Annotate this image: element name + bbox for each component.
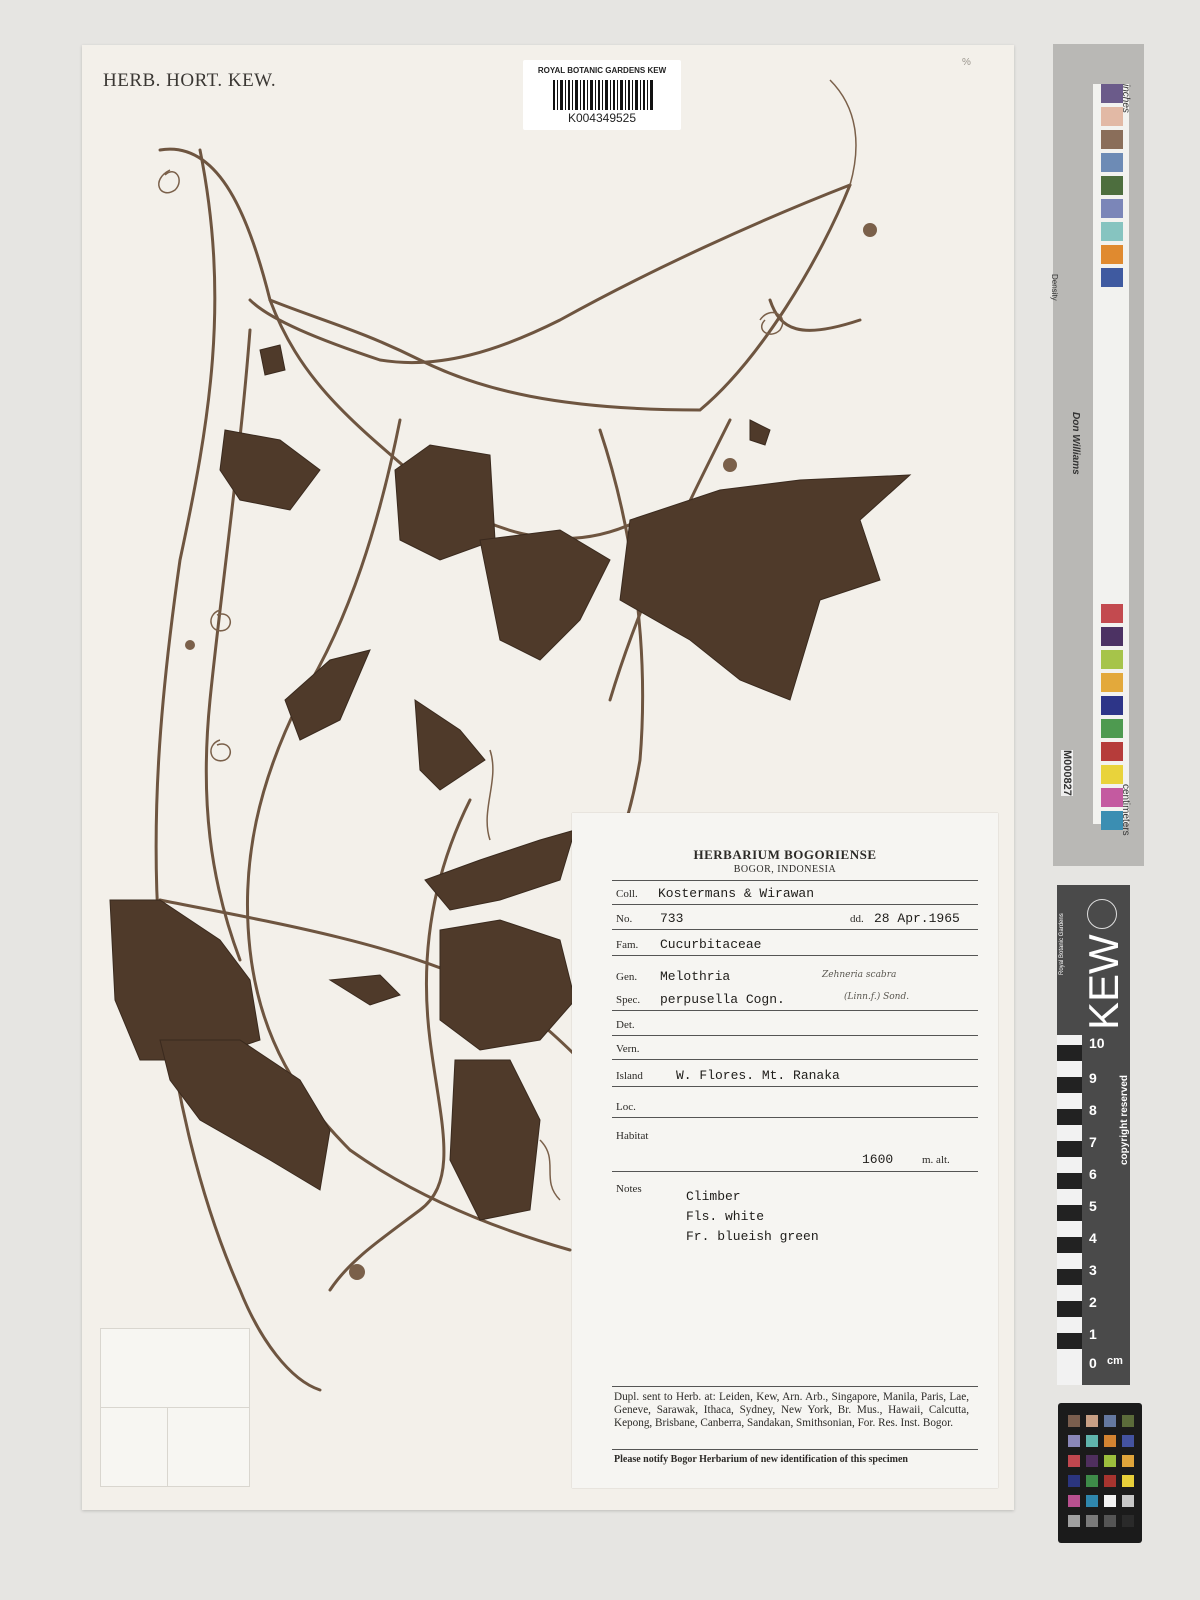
leaf bbox=[220, 430, 320, 510]
number-value: 733 bbox=[660, 911, 684, 926]
rule bbox=[612, 880, 978, 881]
color-card-swatch bbox=[1122, 1455, 1134, 1467]
leaf bbox=[750, 420, 770, 445]
tendril bbox=[211, 740, 230, 761]
determination-annotation-authority: (Linn.f.) Sond. bbox=[844, 992, 910, 1002]
color-patch bbox=[1101, 719, 1123, 738]
leaf bbox=[440, 920, 575, 1050]
color-card-swatch bbox=[1104, 1515, 1116, 1527]
kew-small-text: Royal Botanic Gardens bbox=[1059, 913, 1065, 975]
stem bbox=[770, 300, 860, 330]
tendril bbox=[487, 750, 493, 840]
color-card-swatch bbox=[1104, 1455, 1116, 1467]
rule bbox=[612, 1059, 978, 1060]
ruler-top-label: inches bbox=[1120, 84, 1131, 113]
tendril bbox=[540, 1140, 560, 1200]
color-patch bbox=[1101, 222, 1123, 241]
family-label: Fam. bbox=[616, 939, 639, 951]
stem bbox=[156, 150, 320, 1390]
island-label: Island bbox=[616, 1070, 643, 1082]
date-value: 28 Apr.1965 bbox=[874, 911, 960, 926]
leaf bbox=[425, 830, 575, 910]
leaf bbox=[285, 650, 370, 740]
color-card-swatch bbox=[1068, 1515, 1080, 1527]
island-value: W. Flores. Mt. Ranaka bbox=[676, 1068, 840, 1083]
leaf bbox=[415, 700, 485, 790]
notes-label: Notes bbox=[616, 1183, 642, 1195]
fruit bbox=[349, 1264, 365, 1280]
scale-number: 4 bbox=[1089, 1230, 1097, 1246]
tendril bbox=[830, 80, 856, 185]
color-patch bbox=[1101, 130, 1123, 149]
scale-number: 3 bbox=[1089, 1262, 1097, 1278]
genus-value: Melothria bbox=[660, 969, 731, 984]
date-label: dd. bbox=[850, 913, 864, 925]
notes-line: Climber bbox=[686, 1189, 741, 1204]
leaf bbox=[450, 1060, 540, 1220]
fragment-packet bbox=[100, 1328, 250, 1487]
color-density-ruler bbox=[1050, 44, 1144, 866]
rule bbox=[612, 1117, 978, 1118]
scale-number: 5 bbox=[1089, 1198, 1097, 1214]
genus-label: Gen. bbox=[616, 971, 638, 983]
color-card-swatch bbox=[1086, 1495, 1098, 1507]
duplicates-note: Dupl. sent to Herb. at: Leiden, Kew, Arn. Arb., Singapore, Manila, Paris, Lae, Geneve, Sarawak, Ithaca, Sydney, New York, Br. Mus., Hawaii, Calcutta, Kepong, Brisbane, Canberra, Sandakan, Smithsonian, For. Res. Inst. Bogor. bbox=[614, 1391, 969, 1429]
copyright-text: copyright reserved bbox=[1119, 1074, 1130, 1165]
scale-number: 2 bbox=[1089, 1294, 1097, 1310]
herbarium-stamp: HERB. HORT. KEW. bbox=[103, 70, 277, 91]
tendril bbox=[159, 170, 179, 193]
color-card-swatch bbox=[1104, 1475, 1116, 1487]
leaf bbox=[110, 900, 260, 1060]
color-patch bbox=[1101, 650, 1123, 669]
ruler-code: M000827 bbox=[1061, 750, 1073, 796]
scale-number: 9 bbox=[1089, 1070, 1097, 1086]
leaf bbox=[260, 345, 285, 375]
stem bbox=[247, 420, 400, 1150]
species-label: Spec. bbox=[616, 994, 641, 1006]
color-card-swatch bbox=[1068, 1475, 1080, 1487]
leaf bbox=[395, 445, 495, 560]
rule bbox=[612, 904, 978, 905]
rule bbox=[612, 1035, 978, 1036]
kew-logo: KEW bbox=[1080, 934, 1127, 1030]
scale-number: 0 bbox=[1089, 1355, 1097, 1371]
color-card-swatch bbox=[1086, 1435, 1098, 1447]
color-patch bbox=[1101, 604, 1123, 623]
color-patch bbox=[1101, 153, 1123, 172]
color-patch bbox=[1101, 268, 1123, 287]
ruler-bottom-label: centimeters bbox=[1120, 784, 1131, 836]
rule bbox=[612, 1010, 978, 1011]
number-label: No. bbox=[616, 913, 633, 925]
leaf bbox=[330, 975, 400, 1005]
color-patch bbox=[1101, 742, 1123, 761]
color-patch bbox=[1101, 627, 1123, 646]
color-patch bbox=[1101, 765, 1123, 784]
label-subtitle: BOGOR, INDONESIA bbox=[733, 864, 837, 875]
habitat-label: Habitat bbox=[616, 1130, 649, 1142]
scale-number: 8 bbox=[1089, 1102, 1097, 1118]
color-patch bbox=[1101, 673, 1123, 692]
color-target-card bbox=[1058, 1403, 1142, 1543]
notes-line: Fls. white bbox=[686, 1209, 765, 1224]
color-card-swatch bbox=[1086, 1415, 1098, 1427]
notes-line: Fr. blueish green bbox=[686, 1229, 819, 1244]
stem bbox=[250, 185, 850, 363]
color-card-swatch bbox=[1086, 1475, 1098, 1487]
rule bbox=[612, 955, 978, 956]
color-card-swatch bbox=[1104, 1495, 1116, 1507]
density-label: Density bbox=[1050, 274, 1059, 301]
pencil-mark: % bbox=[962, 57, 971, 68]
vern-label: Vern. bbox=[616, 1043, 640, 1055]
altitude-value: 1600 bbox=[862, 1152, 894, 1167]
color-card-swatch bbox=[1086, 1515, 1098, 1527]
color-patch bbox=[1101, 245, 1123, 264]
altitude-unit: m. alt. bbox=[922, 1154, 950, 1166]
fruit bbox=[185, 640, 195, 650]
rule bbox=[612, 1171, 978, 1172]
color-patch bbox=[1101, 199, 1123, 218]
scale-number: 1 bbox=[1089, 1326, 1097, 1342]
color-card-swatch bbox=[1104, 1415, 1116, 1427]
rule bbox=[612, 929, 978, 930]
det-label: Det. bbox=[616, 1019, 635, 1031]
rule bbox=[612, 1086, 978, 1087]
stem bbox=[206, 330, 250, 960]
color-card-swatch bbox=[1122, 1515, 1134, 1527]
color-card-swatch bbox=[1104, 1435, 1116, 1447]
color-patch bbox=[1101, 176, 1123, 195]
rule bbox=[612, 1449, 978, 1450]
barcode-institution: ROYAL BOTANIC GARDENS KEW bbox=[537, 66, 667, 75]
determination-annotation: Zehneria scabra bbox=[822, 970, 897, 980]
color-card-swatch bbox=[1122, 1495, 1134, 1507]
coll-label: Coll. bbox=[616, 888, 638, 900]
barcode-number: K004349525 bbox=[567, 111, 637, 125]
scale-number: 6 bbox=[1089, 1166, 1097, 1182]
stem bbox=[270, 185, 850, 410]
color-card-swatch bbox=[1122, 1475, 1134, 1487]
species-value: perpusella Cogn. bbox=[660, 992, 785, 1007]
color-card-swatch bbox=[1068, 1495, 1080, 1507]
label-title: HERBARIUM BOGORIENSE bbox=[693, 847, 877, 862]
leaf bbox=[480, 530, 610, 660]
scale-number: 10 bbox=[1089, 1035, 1105, 1051]
color-patch bbox=[1101, 696, 1123, 715]
scale-number: 7 bbox=[1089, 1134, 1097, 1150]
color-card-swatch bbox=[1122, 1435, 1134, 1447]
locality-label: Loc. bbox=[616, 1101, 636, 1113]
notify-note: Please notify Bogor Herbarium of new identification of this specimen bbox=[614, 1454, 908, 1465]
color-card-swatch bbox=[1068, 1455, 1080, 1467]
color-card-swatch bbox=[1068, 1435, 1080, 1447]
fruit bbox=[723, 458, 737, 472]
family-value: Cucurbitaceae bbox=[660, 937, 762, 952]
crest-icon bbox=[1087, 899, 1117, 929]
fruit bbox=[863, 223, 877, 237]
color-card-swatch bbox=[1086, 1455, 1098, 1467]
scale-unit: cm bbox=[1107, 1355, 1123, 1367]
color-card-swatch bbox=[1122, 1415, 1134, 1427]
collector-value: Kostermans & Wirawan bbox=[658, 886, 815, 901]
specimen-label bbox=[572, 813, 998, 1488]
color-card-swatch bbox=[1068, 1415, 1080, 1427]
rule bbox=[612, 1386, 978, 1387]
leaf bbox=[620, 475, 910, 700]
ruler-brand: Don Williams bbox=[1070, 412, 1081, 475]
